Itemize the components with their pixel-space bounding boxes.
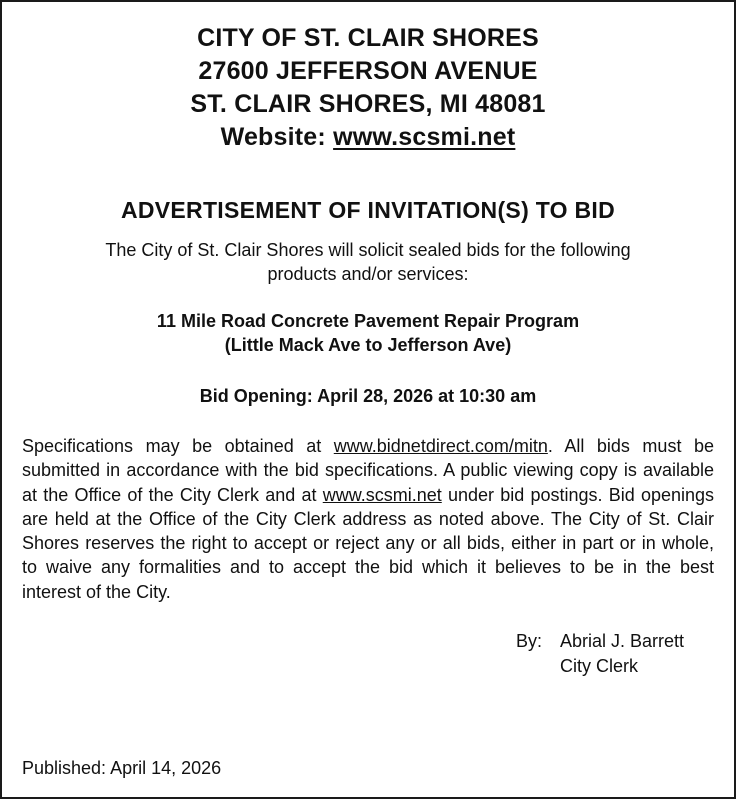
intro-line-1: The City of St. Clair Shores will solicit sealed bids for the following bbox=[105, 240, 631, 260]
signer-position: City Clerk bbox=[560, 656, 639, 677]
signature-by-label: By: bbox=[515, 631, 542, 652]
specs-text-1: Specifications may be obtained at bbox=[22, 436, 334, 456]
bidnet-link[interactable]: www.bidnetdirect.com/mitn bbox=[333, 436, 548, 456]
city-state-zip: ST. CLAIR SHORES, MI 48081 bbox=[190, 90, 546, 118]
intro-paragraph bbox=[22, 238, 714, 286]
project-title bbox=[22, 309, 714, 357]
website-label: Website: bbox=[220, 123, 326, 151]
specifications-paragraph bbox=[22, 434, 714, 604]
city-header bbox=[22, 22, 714, 154]
notice-title: ADVERTISEMENT OF INVITATION(S) TO BID bbox=[120, 197, 616, 223]
street-address: 27600 JEFFERSON AVENUE bbox=[198, 57, 538, 85]
city-name: CITY OF ST. CLAIR SHORES bbox=[197, 24, 539, 52]
specs-text-3: under bid postings. Bid openings are held at the Office of the City Clerk address as noted above. The City of St. Clair Shores reserves the right to accept or reject any or all bids, either in part or in whole, to waive any formalities and to accept the bid which it believes to be in the best interest of the City. bbox=[22, 484, 715, 602]
bid-opening: Bid Opening: April 28, 2026 at 10:30 am bbox=[199, 386, 537, 406]
project-name: 11 Mile Road Concrete Pavement Repair Program bbox=[156, 311, 580, 331]
signature-lines bbox=[560, 629, 714, 679]
intro-line-2: products and/or services: bbox=[267, 264, 469, 284]
website-link[interactable]: www.scsmi.net bbox=[333, 123, 516, 151]
published-date: Published: April 14, 2026 bbox=[22, 758, 222, 778]
scsmi-link[interactable]: www.scsmi.net bbox=[322, 484, 442, 505]
project-limits: (Little Mack Ave to Jefferson Ave) bbox=[224, 335, 512, 355]
website-line bbox=[22, 121, 714, 154]
specs-text-2: . All bids must be submitted in accordance with the bid specifications. A public viewing copy is available at the Office of the City Clerk and at bbox=[22, 436, 714, 505]
signature-block bbox=[22, 629, 714, 679]
signer-name: Abrial J. Barrett bbox=[560, 631, 685, 652]
